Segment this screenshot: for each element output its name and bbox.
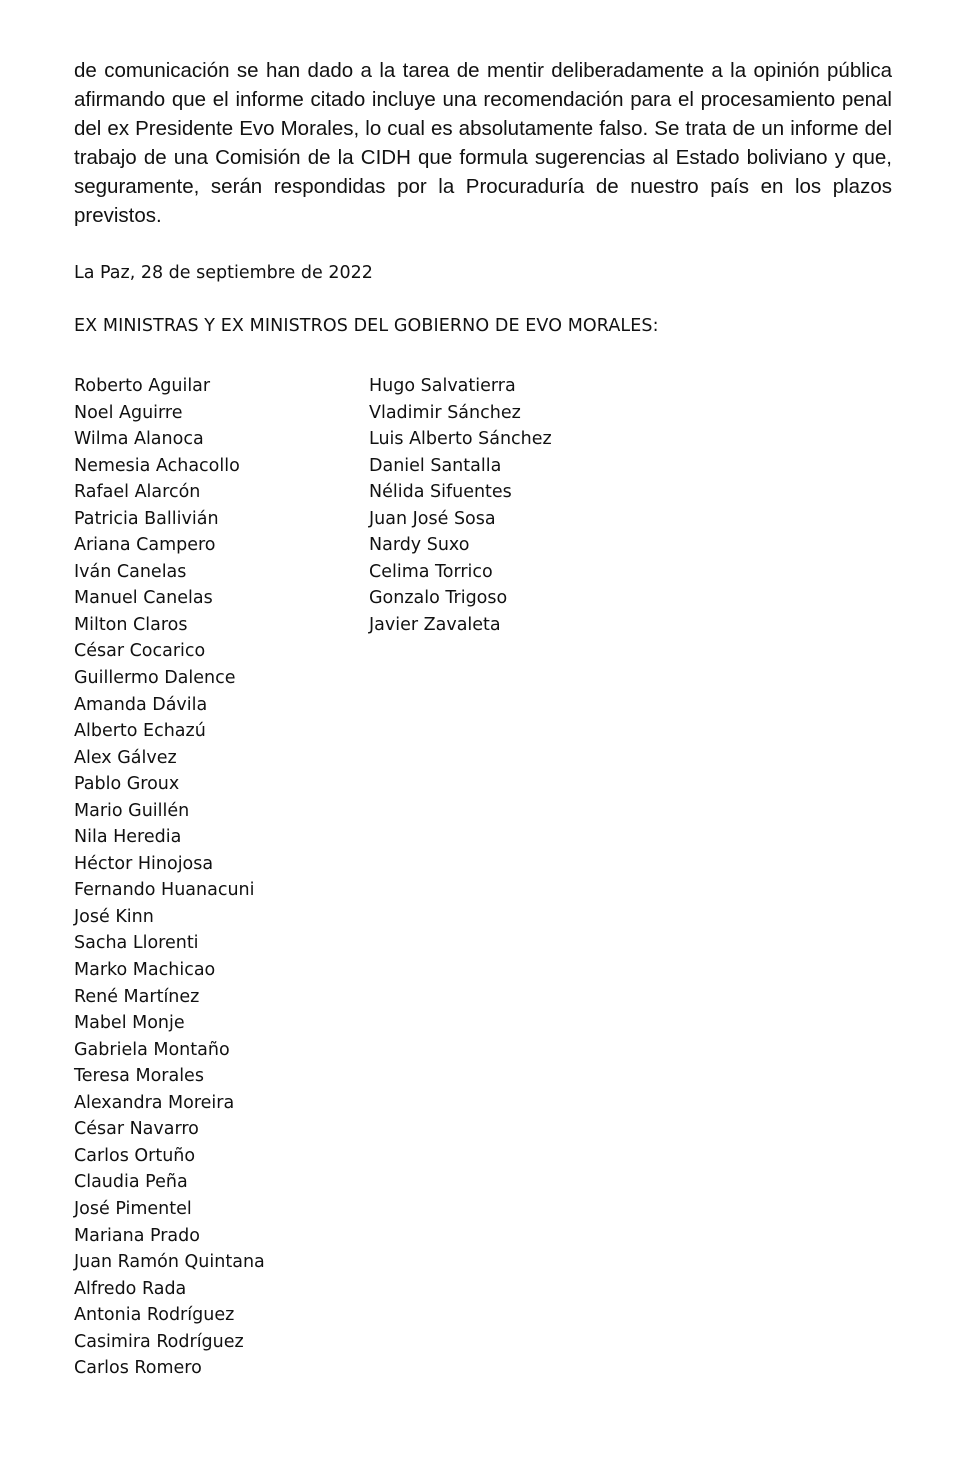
signatory-name: Sacha Llorenti xyxy=(74,933,199,954)
signatory-name: Nélida Sifuentes xyxy=(369,482,512,503)
signatory-name: Daniel Santalla xyxy=(369,455,502,476)
signatory-name: Nardy Suxo xyxy=(369,535,470,556)
signatory-name: Fernando Huanacuni xyxy=(74,880,255,901)
signatory-name: César Cocarico xyxy=(74,641,206,662)
signatory-name: Iván Canelas xyxy=(74,561,187,582)
signatory-name: José Pimentel xyxy=(74,1198,192,1219)
signatory-name: Javier Zavaleta xyxy=(369,614,501,635)
signatory-name: Nila Heredia xyxy=(74,827,182,848)
signatory-name: Wilma Alanoca xyxy=(74,429,204,450)
signatory-name: Casimira Rodríguez xyxy=(74,1331,244,1352)
signatory-name: Mabel Monje xyxy=(74,1013,185,1034)
signatory-name: Carlos Ortuño xyxy=(74,1145,196,1166)
signatory-name: Rafael Alarcón xyxy=(74,482,201,503)
signatory-name: Nemesia Achacollo xyxy=(74,455,240,476)
signatory-name: Patricia Ballivián xyxy=(74,508,219,529)
signatories-heading: EX MINISTRAS Y EX MINISTROS DEL GOBIERNO DE EVO MORALES: xyxy=(74,316,659,336)
statement-paragraph: de comunicación se han dado a la tarea de mentir deliberadamente a la opinión pública afirmando que el informe citado incluye una recomendación para el procesamiento penal del ex Presidente Evo Morales, lo cual es absolutamente falso. Se trata de un informe del trabajo de una Comisión de la CIDH que formula sugerencias al Estado boliviano y que, seguramente, serán respondidas por la Procuraduría de nuestro país en los plazos previstos. xyxy=(74,59,892,227)
signatory-name: Vladimir Sánchez xyxy=(369,402,521,423)
signatory-name: Mario Guillén xyxy=(74,800,190,821)
signatory-name: Alberto Echazú xyxy=(74,721,206,742)
signatory-name: Hugo Salvatierra xyxy=(369,376,516,396)
signatories-list-left xyxy=(74,373,265,1382)
signatory-name: Noel Aguirre xyxy=(74,402,183,423)
signatory-name: César Navarro xyxy=(74,1119,199,1140)
signatory-name: Luis Alberto Sánchez xyxy=(369,429,552,450)
signatory-name: Alfredo Rada xyxy=(74,1278,187,1299)
place-and-date: La Paz, 28 de septiembre de 2022 xyxy=(74,263,373,283)
signatory-name: Guillermo Dalence xyxy=(74,668,236,689)
signatory-name: Antonia Rodríguez xyxy=(74,1305,235,1326)
signatory-name: Milton Claros xyxy=(74,614,188,635)
signatory-name: Ariana Campero xyxy=(74,535,216,556)
signatory-name: Carlos Romero xyxy=(74,1358,202,1379)
signatory-name: Alexandra Moreira xyxy=(74,1092,235,1113)
signatory-name: Héctor Hinojosa xyxy=(74,853,214,874)
signatory-name: Mariana Prado xyxy=(74,1225,200,1246)
signatory-name: Alex Gálvez xyxy=(74,747,177,768)
signatory-name: René Martínez xyxy=(74,986,200,1007)
signatory-name: Claudia Peña xyxy=(74,1172,188,1193)
signatory-name: Celima Torrico xyxy=(369,561,493,582)
signatory-name: Amanda Dávila xyxy=(74,694,208,715)
signatory-name: Gonzalo Trigoso xyxy=(369,588,508,609)
signatory-name: Gabriela Montaño xyxy=(74,1039,230,1060)
signatory-name: Marko Machicao xyxy=(74,960,216,981)
signatories-list-right xyxy=(369,373,552,638)
signatory-name: José Kinn xyxy=(74,906,154,927)
signatory-name: Juan Ramón Quintana xyxy=(74,1252,265,1273)
signatory-name: Pablo Groux xyxy=(74,774,180,795)
signatory-name: Manuel Canelas xyxy=(74,588,213,609)
signatory-name: Teresa Morales xyxy=(74,1066,204,1087)
signatory-name: Roberto Aguilar xyxy=(74,376,211,396)
signatory-name: Juan José Sosa xyxy=(369,508,496,529)
